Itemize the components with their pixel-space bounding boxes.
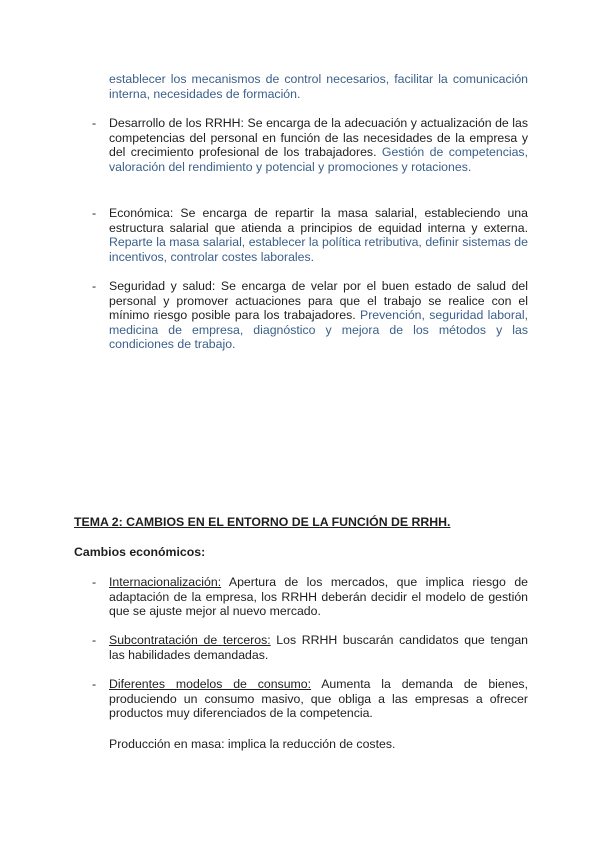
change-text: Los RRHH buscarán candidatos que tengan las habilidades demandadas. [109, 633, 528, 662]
list-dash: - [92, 575, 97, 589]
list-dash: - [92, 633, 97, 647]
change-text: Apertura de los mercados, que implica riesgo de adaptación de la empresa, los RRHH deberán decidir el modelo de gestión que se ajuste mejor al nuevo mercado. [109, 575, 528, 619]
function-body: Seguridad y salud: Se encarga de velar por el buen estado de salud del personal y promover actuaciones para que el trabajo se realice con el mínimo riesgo posible para los trabajadores. [109, 279, 528, 323]
change-consumo [109, 677, 528, 721]
list-dash: - [92, 206, 97, 220]
function-detail: Reparte la masa salarial, establecer la política retributiva, definir sistemas de incentivos, controlar costes laborales. [109, 235, 528, 264]
function-economica [109, 206, 528, 264]
function-body: Económica: Se encarga de repartir la masa salarial, estableciendo una estructura salarial que atienda a principios de equidad interna y externa. [109, 206, 528, 235]
change-subcontratacion [109, 633, 528, 662]
list-dash: - [92, 677, 97, 691]
change-internacionalizacion [109, 575, 528, 619]
change-term: Subcontratación de terceros: [109, 633, 271, 647]
function-body: Desarrollo de los RRHH: Se encarga de la adecuación y actualización de las competencias del personal en función de las necesidades de la empresa y del crecimiento profesional de los trabajadores. [109, 116, 528, 160]
function-desarrollo [109, 116, 528, 174]
function-seguridad [109, 279, 528, 352]
function-detail: Gestión de competencias, valoración del rendimiento y potencial y promociones y rotaciones. [109, 145, 528, 174]
change-term: Internacionalización: [109, 575, 222, 589]
list-dash: - [92, 116, 97, 130]
function-detail: Prevención, seguridad laboral, medicina de empresa, diagnóstico y mejora de los métodos y las condiciones de trabajo. [109, 308, 528, 352]
section-title: TEMA 2: CAMBIOS EN EL ENTORNO DE LA FUNCIÓN DE RRHH. [74, 515, 451, 529]
change-text: Aumenta la demanda de bienes, produciendo un consumo masivo, que obliga a las empresas a ofrecer productos muy diferenciados de la competencia. [109, 677, 529, 721]
list-dash: - [92, 279, 97, 293]
change-term: Diferentes modelos de consumo: [109, 677, 312, 691]
continuation-paragraph: establecer los mecanismos de control necesarios, facilitar la comunicación interna, necesidades de formación. [109, 72, 528, 101]
section-subtitle: Cambios económicos: [74, 545, 206, 559]
production-note: Producción en masa: implica la reducción de costes. [109, 737, 396, 751]
